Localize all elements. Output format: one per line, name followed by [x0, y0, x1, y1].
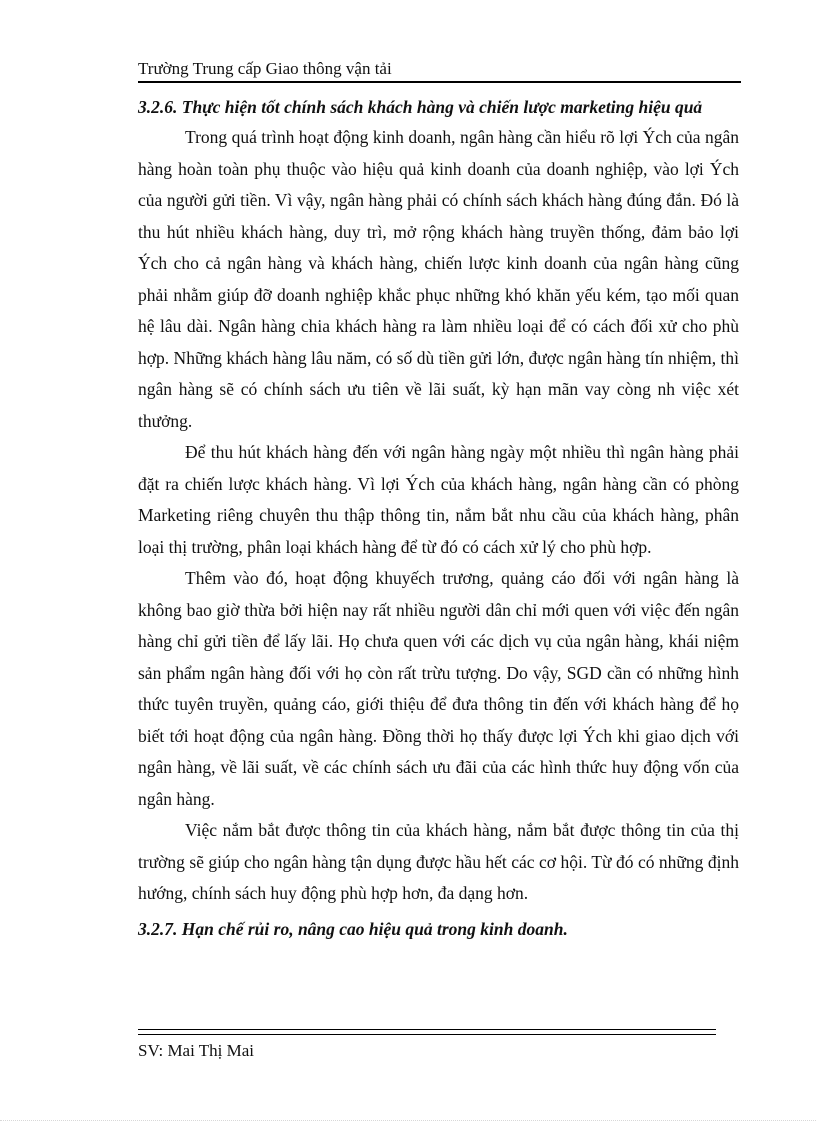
paragraph-customer-strategy: Để thu hút khách hàng đến với ngân hàng ngày một nhiều thì ngân hàng phải đặt ra chiến lược khách hàng. Vì lợi Ých của khách hàng, ngân hàng cần có phòng Marketing riêng chuyên thu thập thông tin, nắm bắt nhu cầu của khách hàng, phân loại thị trường, phân loại khách hàng để từ đó có cách xử lý cho phù hợp.	[138, 442, 739, 557]
section-heading-3-2-7: 3.2.7. Hạn chế rủi ro, nâng cao hiệu quả trong kinh doanh.	[138, 918, 568, 939]
footer-student-name: SV: Mai Thị Mai	[138, 1041, 255, 1060]
paragraph-customer-policy: Trong quá trình hoạt động kinh doanh, ngân hàng cần hiểu rõ lợi Ých của ngân hàng hoàn toàn phụ thuộc vào hiệu quả kinh doanh của doanh nghiệp, vào lợi Ých của người gửi tiền. Vì vậy, ngân hàng phải có chính sách khách hàng đúng đắn. Đó là thu hút nhiều khách hàng, duy trì, mở rộng khách hàng truyền thống, đảm bảo lợi Ých cho cả ngân hàng và khách hàng, chiến lược kinh doanh của ngân hàng cũng phải nhằm giúp đỡ doanh nghiệp khắc phục những khó khăn yếu kém, tạo mối quan hệ lâu dài. Ngân hàng chia khách hàng ra làm nhiều loại để có cách đối xử cho phù hợp. Những khách hàng lâu năm, có số dù tiền gửi lớn, được ngân hàng tín nhiệm, thì ngân hàng sẽ có chính sách ưu tiên về lãi suất, kỳ hạn mãn vay còng nh việc xét thưởng.	[138, 127, 739, 431]
paragraph-market-information: Việc nắm bắt được thông tin của khách hàng, nắm bắt được thông tin của thị trường sẽ giúp cho ngân hàng tận dụng được hầu hết các cơ hội. Từ đó có những định hướng, chính sách huy động phù hợp hơn, đa dạng hơn.	[138, 820, 739, 903]
footer-divider-bottom	[138, 1034, 716, 1035]
header-divider	[138, 81, 741, 83]
page-bottom-edge	[0, 1120, 816, 1121]
footer-divider-top	[138, 1029, 716, 1030]
document-body	[138, 92, 739, 944]
paragraph-advertising: Thêm vào đó, hoạt động khuyếch trương, quảng cáo đối với ngân hàng là không bao giờ thừa bởi hiện nay rất nhiều người dân chỉ mới quen với việc đến ngân hàng chỉ gửi tiền để lấy lãi. Họ chưa quen với các dịch vụ của ngân hàng, khái niệm sản phẩm ngân hàng đối với họ còn rất trừu tượng. Do vậy, SGD cần có những hình thức tuyên truyền, quảng cáo, giới thiệu để đưa thông tin đến với khách hàng để họ biết tới hoạt động của ngân hàng. Đồng thời họ thấy được lợi Ých khi giao dịch với ngân hàng, về lãi suất, về các chính sách ưu đãi của các hình thức huy động vốn của ngân hàng.	[138, 568, 739, 809]
section-heading-3-2-6: 3.2.6. Thực hiện tốt chính sách khách hàng và chiến lược marketing hiệu quả	[138, 97, 703, 117]
header-school-name: Trường Trung cấp Giao thông vận tải	[138, 59, 392, 78]
